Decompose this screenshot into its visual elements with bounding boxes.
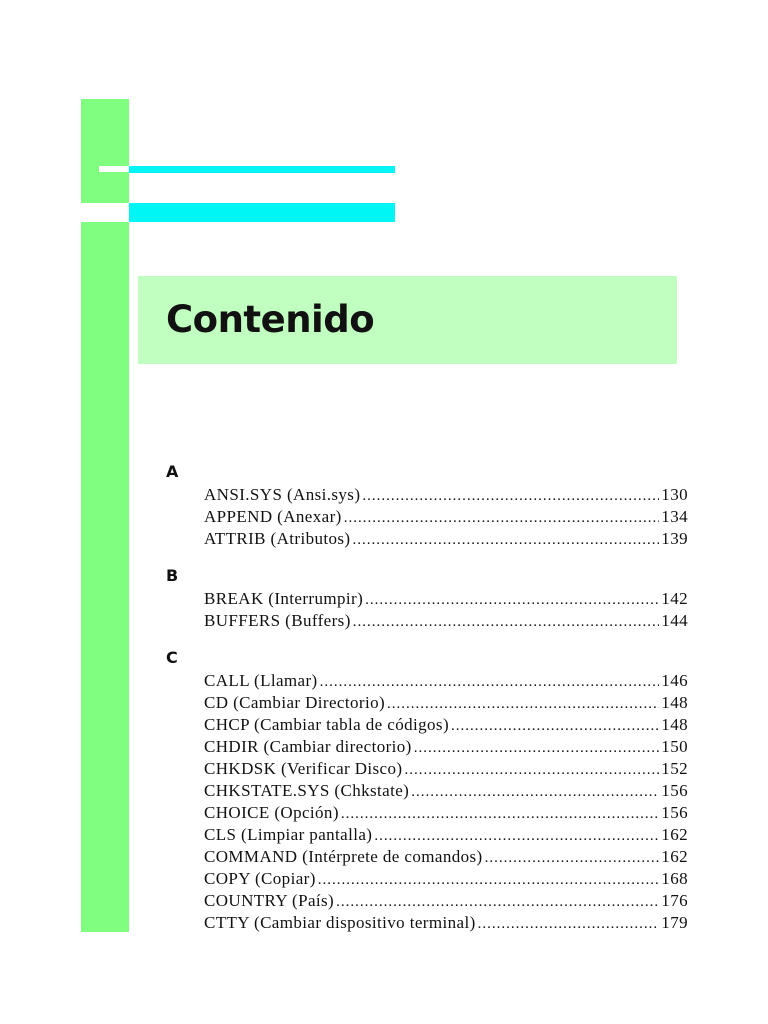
toc-entry-title: ANSI.SYS (Ansi.sys) [204,485,361,504]
toc-section-c [166,646,688,934]
toc-entry-page: 156 [661,803,688,822]
toc-entry-page: 148 [661,715,688,734]
title-banner [138,276,677,364]
green-side-bar [81,99,129,932]
toc-entry-title: BREAK (Interrumpir) [204,589,364,608]
toc-entry[interactable] [166,670,688,692]
toc-entry-page: 152 [661,759,688,778]
table-of-contents [166,460,688,948]
toc-section-a [166,460,688,550]
section-letter: C [166,648,178,667]
toc-entry[interactable] [166,802,688,824]
section-letter: A [166,462,179,481]
toc-entry-title: CLS (Limpiar pantalla) [204,825,373,844]
toc-entry-page: 176 [661,891,688,910]
toc-entry-page: 146 [661,671,688,690]
toc-entry[interactable] [166,890,688,912]
toc-entry-title: BUFFERS (Buffers) [204,611,351,630]
toc-entry[interactable] [166,780,688,802]
dot-leader [404,759,659,781]
toc-entry[interactable] [166,610,688,632]
toc-entry-title: COPY (Copiar) [204,869,316,888]
dot-leader [320,671,660,693]
toc-entry-page: 162 [661,847,688,866]
dot-leader [485,847,660,869]
toc-entry[interactable] [166,588,688,610]
toc-entry-page: 144 [661,611,688,630]
dot-leader [336,891,659,913]
toc-entry[interactable] [166,484,688,506]
toc-entry[interactable] [166,736,688,758]
dot-leader [344,507,660,529]
toc-entry[interactable] [166,714,688,736]
toc-entry[interactable] [166,506,688,528]
dot-leader [362,485,659,507]
toc-entry-page: 156 [661,781,688,800]
dot-leader [451,715,659,737]
toc-entry-title: COUNTRY (País) [204,891,335,910]
toc-entry[interactable] [166,758,688,780]
toc-entry-title: CHCP (Cambiar tabla de códigos) [204,715,450,734]
toc-entry-title: ATTRIB (Atributos) [204,529,351,548]
page-title: Contenido [166,298,375,341]
toc-entry-title: CHKSTATE.SYS (Chkstate) [204,781,410,800]
toc-entry[interactable] [166,528,688,550]
cyan-rule-thick [129,203,395,222]
toc-entry-title: COMMAND (Intérprete de comandos) [204,847,483,866]
dot-leader [353,611,660,633]
toc-entry-title: CHKDSK (Verificar Disco) [204,759,403,778]
toc-entry-title: CALL (Llamar) [204,671,318,690]
dot-leader [478,913,660,935]
toc-entry[interactable] [166,692,688,714]
toc-entry[interactable] [166,912,688,934]
toc-entry-title: APPEND (Anexar) [204,507,342,526]
dot-leader [353,529,660,551]
side-bar-tick [99,166,129,172]
side-bar-gap [81,203,129,222]
toc-entry-page: 150 [661,737,688,756]
cyan-rule-thin [129,166,395,173]
toc-entry-title: CHOICE (Opción) [204,803,339,822]
toc-entry-title: CD (Cambiar Directorio) [204,693,386,712]
toc-entry-page: 139 [661,529,688,548]
dot-leader [387,693,659,715]
toc-entry-title: CTTY (Cambiar dispositivo terminal) [204,913,476,932]
dot-leader [414,737,660,759]
toc-entry-title: CHDIR (Cambiar directorio) [204,737,412,756]
toc-entry-page: 130 [661,485,688,504]
toc-entry[interactable] [166,824,688,846]
toc-entry-page: 168 [661,869,688,888]
toc-entry-page: 142 [661,589,688,608]
toc-entry[interactable] [166,868,688,890]
dot-leader [318,869,660,891]
section-letter: B [166,566,179,585]
dot-leader [365,589,659,611]
toc-entry-page: 179 [661,913,688,932]
toc-entry-page: 162 [661,825,688,844]
toc-entry-page: 134 [661,507,688,526]
toc-section-b [166,564,688,632]
dot-leader [341,803,659,825]
dot-leader [374,825,659,847]
toc-entry-page: 148 [661,693,688,712]
toc-entry[interactable] [166,846,688,868]
dot-leader [411,781,659,803]
